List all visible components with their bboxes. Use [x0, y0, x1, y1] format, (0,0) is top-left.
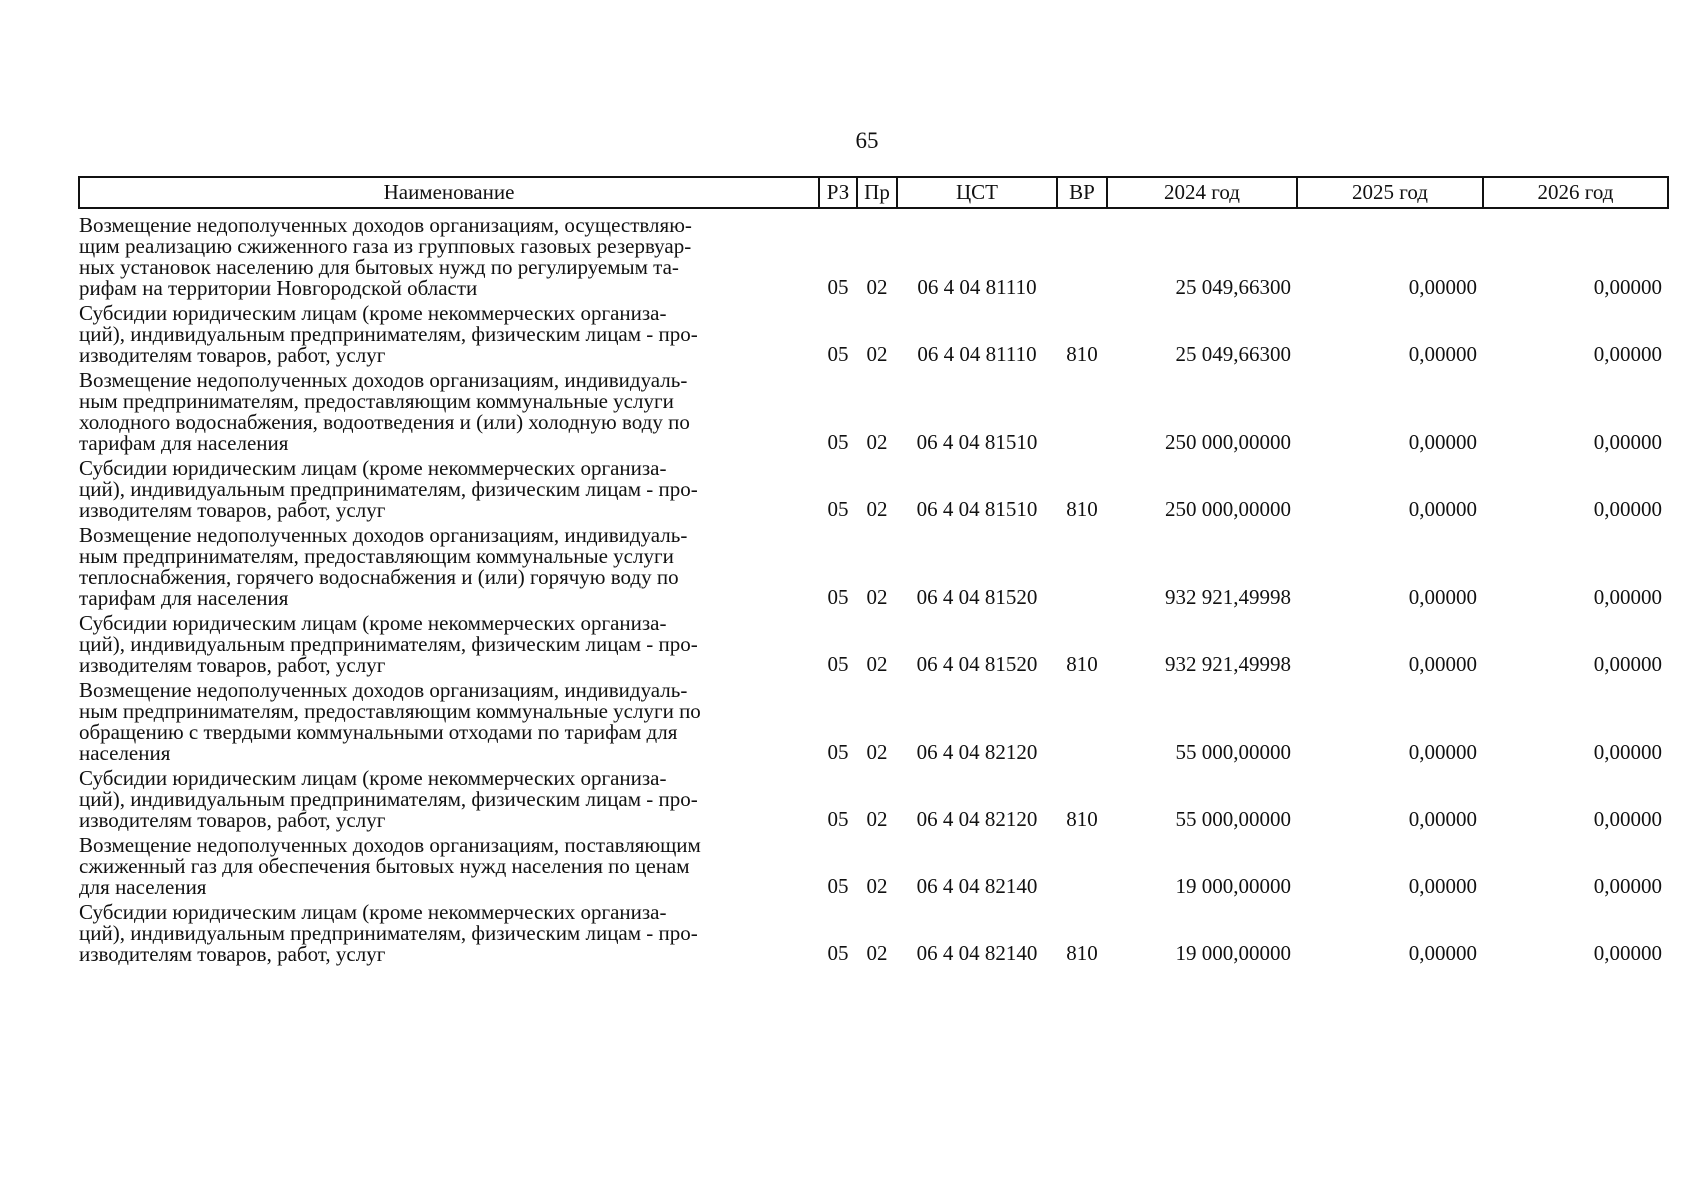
cell-vr — [1057, 676, 1107, 764]
table-row — [79, 831, 1668, 898]
header-2026: 2026 год — [1483, 177, 1668, 208]
cell-2024: 932 921,49998 — [1165, 652, 1291, 676]
name-line: ным предпринимателям, предоставляющим коммунальные услуги по — [79, 699, 701, 723]
cell-2025: 0,00000 — [1408, 585, 1477, 609]
cell-cst: 06 4 04 82120 — [916, 807, 1038, 831]
name-line: ным предпринимателям, предоставляющим коммунальные услуги — [79, 544, 674, 568]
cell-name — [79, 831, 819, 898]
cell-cst: 06 4 04 81510 — [916, 430, 1038, 454]
name-line: теплоснабжения, горячего водоснабжения и (или) горячую воду по — [79, 565, 679, 589]
header-2025: 2025 год — [1297, 177, 1483, 208]
name-line: для населения — [79, 875, 207, 899]
budget-table — [78, 176, 1669, 965]
cell-rz: 05 — [827, 807, 849, 831]
cell-2026: 0,00000 — [1593, 652, 1662, 676]
name-line: обращению с твердыми коммунальными отходами по тарифам для — [79, 720, 678, 744]
table-row — [79, 454, 1668, 521]
cell-pr: 02 — [866, 652, 888, 676]
cell-name — [79, 299, 819, 366]
cell-vr: 810 — [1066, 807, 1098, 831]
header-cst: ЦСТ — [897, 177, 1057, 208]
name-line: ций), индивидуальным предпринимателям, физическим лицам - про- — [79, 322, 698, 346]
cell-name — [79, 609, 819, 676]
cell-name — [79, 454, 819, 521]
name-line: щим реализацию сжиженного газа из групповых газовых резервуар- — [79, 234, 692, 258]
cell-2026: 0,00000 — [1593, 807, 1662, 831]
cell-rz: 05 — [827, 430, 849, 454]
page-number: 65 — [855, 128, 879, 153]
name-line: изводителям товаров, работ, услуг — [79, 343, 386, 367]
cell-2024: 932 921,49998 — [1165, 585, 1291, 609]
cell-pr: 02 — [866, 342, 888, 366]
name-line: тарифам для населения — [79, 431, 289, 455]
cell-vr — [1057, 521, 1107, 609]
header-name: Наименование — [79, 177, 819, 208]
cell-cst: 06 4 04 81110 — [917, 342, 1037, 366]
cell-2026: 0,00000 — [1593, 342, 1662, 366]
cell-2024: 25 049,66300 — [1175, 342, 1291, 366]
cell-name — [79, 366, 819, 454]
name-line: Возмещение недополученных доходов организациям, поставляющим — [79, 833, 701, 857]
cell-name — [79, 764, 819, 831]
name-line: ций), индивидуальным предпринимателям, физическим лицам - про- — [79, 477, 698, 501]
table-row — [79, 764, 1668, 831]
cell-2024: 55 000,00000 — [1175, 807, 1291, 831]
cell-pr: 02 — [866, 430, 888, 454]
name-line: ций), индивидуальным предпринимателям, физическим лицам - про- — [79, 632, 698, 656]
name-line: ций), индивидуальным предпринимателям, физическим лицам - про- — [79, 787, 698, 811]
cell-name — [79, 208, 819, 299]
header-rz: РЗ — [819, 177, 857, 208]
name-line: Субсидии юридическим лицам (кроме некоммерческих организа- — [79, 456, 667, 480]
cell-vr: 810 — [1066, 652, 1098, 676]
cell-2025: 0,00000 — [1408, 740, 1477, 764]
cell-2026: 0,00000 — [1593, 275, 1662, 299]
name-line: Возмещение недополученных доходов организациям, индивидуаль- — [79, 678, 688, 702]
cell-2024: 250 000,00000 — [1165, 430, 1291, 454]
cell-rz: 05 — [827, 652, 849, 676]
cell-2026: 0,00000 — [1593, 874, 1662, 898]
cell-vr: 810 — [1066, 941, 1098, 965]
cell-cst: 06 4 04 81520 — [916, 585, 1038, 609]
cell-2024: 55 000,00000 — [1175, 740, 1291, 764]
cell-rz: 05 — [827, 941, 849, 965]
cell-pr: 02 — [866, 807, 888, 831]
cell-2026: 0,00000 — [1593, 585, 1662, 609]
cell-cst: 06 4 04 81110 — [917, 275, 1037, 299]
table-row — [79, 366, 1668, 454]
cell-2026: 0,00000 — [1593, 941, 1662, 965]
cell-2025: 0,00000 — [1408, 652, 1477, 676]
cell-2025: 0,00000 — [1408, 874, 1477, 898]
name-line: изводителям товаров, работ, услуг — [79, 653, 386, 677]
cell-pr: 02 — [866, 497, 888, 521]
cell-rz: 05 — [827, 874, 849, 898]
name-line: ций), индивидуальным предпринимателям, физическим лицам - про- — [79, 921, 698, 945]
cell-cst: 06 4 04 81510 — [916, 497, 1038, 521]
cell-2026: 0,00000 — [1593, 497, 1662, 521]
table-body — [79, 208, 1668, 965]
name-line: Субсидии юридическим лицам (кроме некоммерческих организа- — [79, 900, 667, 924]
cell-cst: 06 4 04 82120 — [916, 740, 1038, 764]
cell-rz: 05 — [827, 740, 849, 764]
cell-cst: 06 4 04 81520 — [916, 652, 1038, 676]
cell-pr: 02 — [866, 585, 888, 609]
name-line: Возмещение недополученных доходов организациям, индивидуаль- — [79, 523, 688, 547]
cell-2025: 0,00000 — [1408, 275, 1477, 299]
header-2024: 2024 год — [1107, 177, 1297, 208]
table-row — [79, 676, 1668, 764]
name-line: населения — [79, 741, 171, 765]
cell-vr — [1057, 208, 1107, 299]
name-line: Возмещение недополученных доходов организациям, осуществляю- — [79, 213, 692, 237]
table-header — [79, 177, 1668, 208]
cell-pr: 02 — [866, 941, 888, 965]
name-line: изводителям товаров, работ, услуг — [79, 808, 386, 832]
cell-pr: 02 — [866, 275, 888, 299]
cell-2024: 19 000,00000 — [1175, 874, 1291, 898]
cell-2024: 25 049,66300 — [1175, 275, 1291, 299]
cell-vr — [1057, 366, 1107, 454]
name-line: изводителям товаров, работ, услуг — [79, 498, 386, 522]
cell-name — [79, 898, 819, 965]
cell-name — [79, 521, 819, 609]
name-line: Субсидии юридическим лицам (кроме некоммерческих организа- — [79, 301, 667, 325]
cell-2025: 0,00000 — [1408, 497, 1477, 521]
table-row — [79, 299, 1668, 366]
cell-name — [79, 676, 819, 764]
table-row — [79, 521, 1668, 609]
cell-2025: 0,00000 — [1408, 941, 1477, 965]
name-line: ным предпринимателям, предоставляющим коммунальные услуги — [79, 389, 674, 413]
name-line: Субсидии юридическим лицам (кроме некоммерческих организа- — [79, 611, 667, 635]
cell-2026: 0,00000 — [1593, 430, 1662, 454]
cell-rz: 05 — [827, 585, 849, 609]
name-line: сжиженный газ для обеспечения бытовых нужд населения по ценам — [79, 854, 690, 878]
cell-vr: 810 — [1066, 497, 1098, 521]
name-line: холодного водоснабжения, водоотведения и (или) холодную воду по — [79, 410, 690, 434]
cell-cst: 06 4 04 82140 — [916, 941, 1038, 965]
cell-pr: 02 — [866, 740, 888, 764]
header-pr: Пр — [857, 177, 897, 208]
header-row — [79, 177, 1668, 208]
name-line: Возмещение недополученных доходов организациям, индивидуаль- — [79, 368, 688, 392]
cell-rz: 05 — [827, 497, 849, 521]
name-line: рифам на территории Новгородской области — [79, 276, 478, 300]
cell-cst: 06 4 04 82140 — [916, 874, 1038, 898]
name-line: изводителям товаров, работ, услуг — [79, 942, 386, 966]
cell-2026: 0,00000 — [1593, 740, 1662, 764]
name-line: тарифам для населения — [79, 586, 289, 610]
name-line: ных установок населению для бытовых нужд по регулируемым та- — [79, 255, 679, 279]
cell-2025: 0,00000 — [1408, 807, 1477, 831]
header-vr: ВР — [1057, 177, 1107, 208]
cell-pr: 02 — [866, 874, 888, 898]
table-row — [79, 208, 1668, 299]
cell-2024: 19 000,00000 — [1175, 941, 1291, 965]
table-row — [79, 609, 1668, 676]
cell-rz: 05 — [827, 342, 849, 366]
cell-vr — [1057, 831, 1107, 898]
cell-2025: 0,00000 — [1408, 342, 1477, 366]
cell-rz: 05 — [827, 275, 849, 299]
table-row — [79, 898, 1668, 965]
cell-2024: 250 000,00000 — [1165, 497, 1291, 521]
cell-2025: 0,00000 — [1408, 430, 1477, 454]
cell-vr: 810 — [1066, 342, 1098, 366]
name-line: Субсидии юридическим лицам (кроме некоммерческих организа- — [79, 766, 667, 790]
